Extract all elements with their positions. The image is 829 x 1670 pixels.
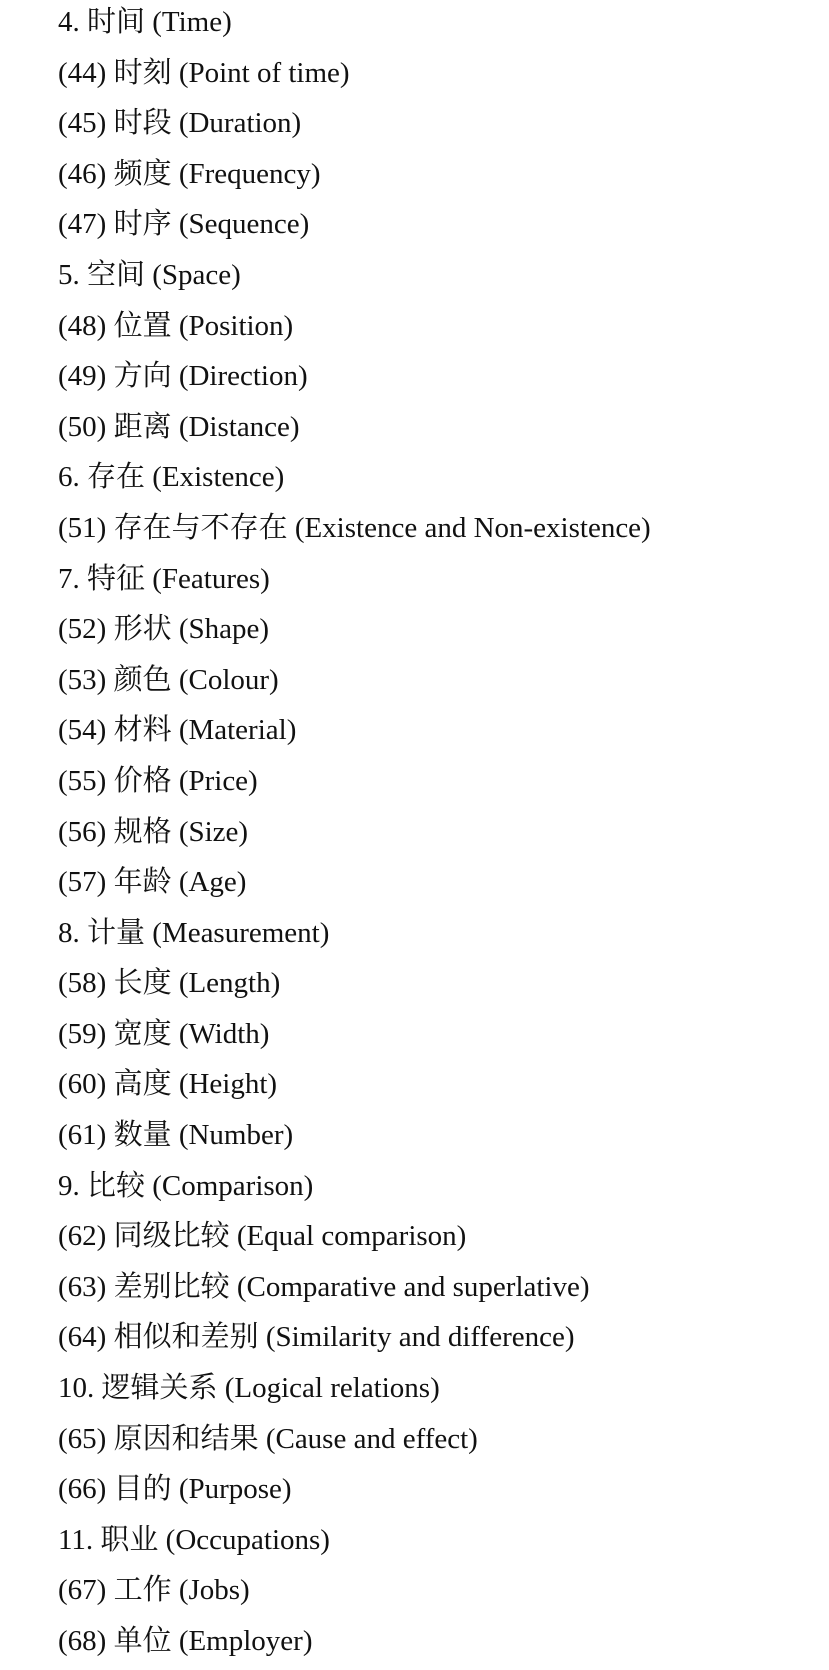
list-item: (63) 差别比较 (Comparative and superlative)	[58, 1270, 590, 1303]
section-heading: 5. 空间 (Space)	[58, 258, 241, 291]
list-item: (56) 规格 (Size)	[58, 815, 249, 848]
topic-list	[58, 0, 818, 1670]
list-item: (59) 宽度 (Width)	[58, 1017, 270, 1050]
list-item: (55) 价格 (Price)	[58, 764, 258, 797]
list-item: (60) 高度 (Height)	[58, 1068, 278, 1101]
list-item: (46) 频度 (Frequency)	[58, 157, 321, 190]
list-item: (48) 位置 (Position)	[58, 309, 294, 342]
list-item: (44) 时刻 (Point of time)	[58, 56, 350, 89]
list-item: (61) 数量 (Number)	[58, 1119, 294, 1152]
list-item: (65) 原因和结果 (Cause and effect)	[58, 1422, 478, 1455]
section-heading: 6. 存在 (Existence)	[58, 461, 285, 494]
section-heading: 8. 计量 (Measurement)	[58, 916, 330, 949]
list-item: (62) 同级比较 (Equal comparison)	[58, 1220, 467, 1253]
list-item: (66) 目的 (Purpose)	[58, 1473, 292, 1506]
section-heading: 7. 特征 (Features)	[58, 562, 270, 595]
list-item: (49) 方向 (Direction)	[58, 360, 308, 393]
list-item: (54) 材料 (Material)	[58, 714, 297, 747]
list-item: (47) 时序 (Sequence)	[58, 208, 310, 241]
list-item: (51) 存在与不存在 (Existence and Non-existence)	[58, 511, 651, 544]
section-heading: 11. 职业 (Occupations)	[58, 1523, 330, 1556]
list-item: (53) 颜色 (Colour)	[58, 663, 279, 696]
list-item: (64) 相似和差别 (Similarity and difference)	[58, 1321, 575, 1354]
list-item: (67) 工作 (Jobs)	[58, 1574, 250, 1607]
list-item: (45) 时段 (Duration)	[58, 107, 302, 140]
list-item: (52) 形状 (Shape)	[58, 613, 270, 646]
section-heading: 4. 时间 (Time)	[58, 6, 232, 38]
list-item: (68) 单位 (Employer)	[58, 1625, 313, 1657]
list-item: (50) 距离 (Distance)	[58, 410, 300, 443]
section-heading: 9. 比较 (Comparison)	[58, 1169, 314, 1202]
section-heading: 10. 逻辑关系 (Logical relations)	[58, 1372, 440, 1405]
list-item: (58) 长度 (Length)	[58, 967, 281, 1000]
list-item: (57) 年龄 (Age)	[58, 866, 247, 899]
